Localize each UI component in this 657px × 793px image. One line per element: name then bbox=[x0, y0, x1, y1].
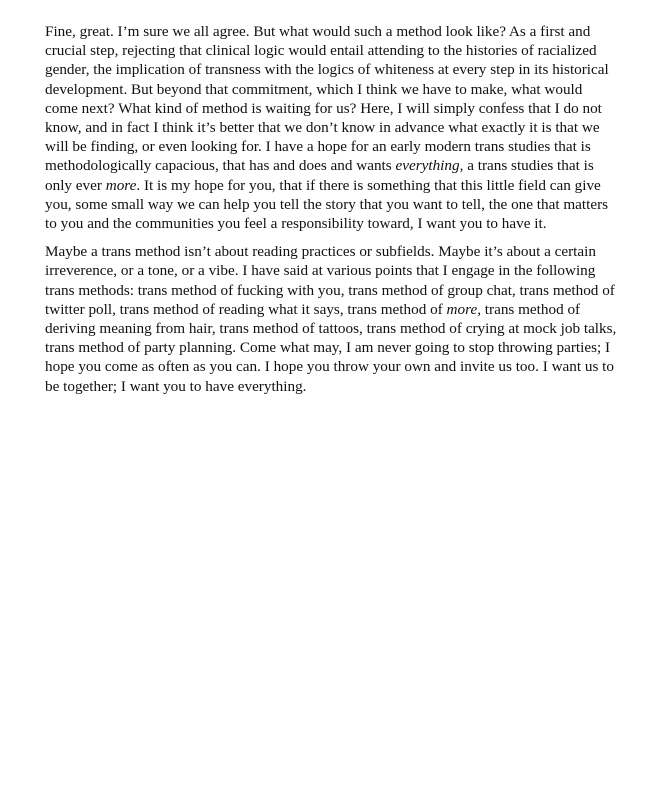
text-run: . It is my hope for you, that if there is something that this little field can give you, some small way we can help you tell the story that you want to tell, the one that matters to you and the communities you feel a responsibility toward, I want you to have it. bbox=[45, 176, 609, 233]
text-run: Fine, great. I’m sure we all agree. But what would such a method look like? As a first and crucial step, rejecting that clinical logic would entail attending to the histories of racialized gender, the implication of transness with the logics of whiteness at every step in its historical development. But beyond that commitment, which I think we have to make, what would come next? What kind of method is waiting for us? Here, I will simply confess that I do not know, and in fact I think it’s better that we don’t know in advance what exactly it is that we will be finding, or even looking for. I have a hope for an early modern trans studies that is methodologically capacious, that has and does and wants bbox=[45, 23, 609, 175]
paragraph-2 bbox=[45, 242, 617, 396]
italic-run: more bbox=[105, 176, 137, 194]
italic-run: everything bbox=[395, 157, 460, 175]
document-page bbox=[45, 22, 617, 405]
text-run: , a trans studies that is only ever bbox=[45, 157, 594, 194]
text-run: , trans method of deriving meaning from hair, trans method of tattoos, trans method of crying at mock job talks, trans method of party planning. Come what may, I am never going to stop throwing parties; I hope you come as often as you can. I hope you throw your own and invite us too. I want us to be together; I want you to have everything. bbox=[45, 300, 617, 395]
text-run: Maybe a trans method isn’t about reading practices or subfields. Maybe it’s about a certain irreverence, or a tone, or a vibe. I have said at various points that I engage in the following trans methods: trans method of fucking with you, trans method of group chat, trans method of twitter poll, trans method of reading what it says, trans method of bbox=[45, 243, 615, 318]
italic-run: more bbox=[446, 300, 478, 318]
paragraph-1 bbox=[45, 22, 617, 233]
